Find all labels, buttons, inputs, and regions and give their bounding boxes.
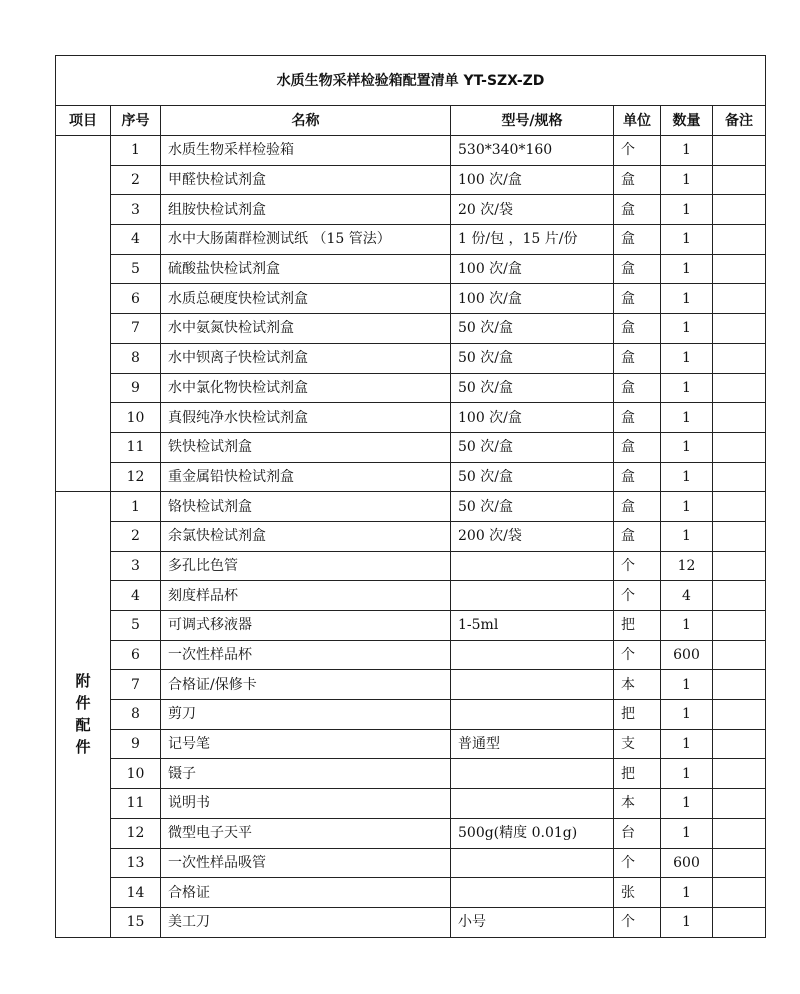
row-unit: 盒 (614, 254, 661, 284)
row-note (713, 432, 766, 462)
row-seq: 10 (111, 403, 161, 433)
row-unit: 支 (614, 729, 661, 759)
header-note: 备注 (713, 106, 766, 136)
row-qty: 1 (661, 225, 713, 255)
table-row (56, 403, 766, 433)
row-note (713, 373, 766, 403)
row-unit: 本 (614, 670, 661, 700)
row-note (713, 314, 766, 344)
row-seq: 3 (111, 195, 161, 225)
row-name: 镊子 (161, 759, 451, 789)
group-label-cell (56, 492, 111, 937)
table-title: 水质生物采样检验箱配置清单 YT-SZX-ZD (56, 56, 766, 106)
header-model: 型号/规格 (451, 106, 614, 136)
row-name: 可调式移液器 (161, 611, 451, 641)
row-note (713, 343, 766, 373)
row-model: 50 次/盒 (451, 314, 614, 344)
row-seq: 15 (111, 907, 161, 937)
row-name: 重金属铅快检试剂盒 (161, 462, 451, 492)
row-model: 100 次/盒 (451, 165, 614, 195)
row-model: 200 次/袋 (451, 521, 614, 551)
row-note (713, 284, 766, 314)
row-model: 50 次/盒 (451, 462, 614, 492)
row-model (451, 700, 614, 730)
row-seq: 12 (111, 462, 161, 492)
row-name: 硫酸盐快检试剂盒 (161, 254, 451, 284)
row-name: 余氯快检试剂盒 (161, 521, 451, 551)
row-model: 普通型 (451, 729, 614, 759)
row-model (451, 551, 614, 581)
row-model (451, 759, 614, 789)
row-qty: 1 (661, 700, 713, 730)
row-unit: 个 (614, 551, 661, 581)
row-seq: 11 (111, 432, 161, 462)
row-note (713, 403, 766, 433)
row-model (451, 670, 614, 700)
table-row (56, 165, 766, 195)
row-unit: 把 (614, 759, 661, 789)
row-qty: 1 (661, 254, 713, 284)
row-unit: 个 (614, 640, 661, 670)
row-name: 水质总硬度快检试剂盒 (161, 284, 451, 314)
table-row (56, 848, 766, 878)
row-unit: 张 (614, 878, 661, 908)
row-qty: 1 (661, 729, 713, 759)
row-note (713, 462, 766, 492)
row-name: 多孔比色管 (161, 551, 451, 581)
row-qty: 1 (661, 521, 713, 551)
row-name: 合格证/保修卡 (161, 670, 451, 700)
table-row (56, 462, 766, 492)
row-qty: 1 (661, 611, 713, 641)
row-note (713, 551, 766, 581)
row-model (451, 581, 614, 611)
row-unit: 盒 (614, 314, 661, 344)
row-unit: 本 (614, 789, 661, 819)
row-model: 50 次/盒 (451, 343, 614, 373)
table-row (56, 195, 766, 225)
row-seq: 5 (111, 611, 161, 641)
row-unit: 把 (614, 700, 661, 730)
row-unit: 盒 (614, 284, 661, 314)
row-name: 水中氯化物快检试剂盒 (161, 373, 451, 403)
row-name: 铬快检试剂盒 (161, 492, 451, 522)
row-unit: 盒 (614, 492, 661, 522)
row-note (713, 521, 766, 551)
row-note (713, 729, 766, 759)
row-seq: 13 (111, 848, 161, 878)
row-unit: 盒 (614, 521, 661, 551)
row-note (713, 640, 766, 670)
row-name: 水中钡离子快检试剂盒 (161, 343, 451, 373)
row-model: 20 次/袋 (451, 195, 614, 225)
row-unit: 盒 (614, 165, 661, 195)
row-model: 530*340*160 (451, 136, 614, 166)
row-seq: 3 (111, 551, 161, 581)
row-name: 记号笔 (161, 729, 451, 759)
row-qty: 12 (661, 551, 713, 581)
row-qty: 1 (661, 284, 713, 314)
table-row (56, 789, 766, 819)
row-unit: 个 (614, 581, 661, 611)
row-qty: 600 (661, 848, 713, 878)
row-qty: 600 (661, 640, 713, 670)
row-seq: 7 (111, 314, 161, 344)
table-row (56, 670, 766, 700)
row-seq: 1 (111, 492, 161, 522)
group-label-cell (56, 136, 111, 492)
table-row (56, 373, 766, 403)
table-row (56, 878, 766, 908)
row-unit: 把 (614, 611, 661, 641)
row-name: 美工刀 (161, 907, 451, 937)
row-model: 100 次/盒 (451, 284, 614, 314)
header-unit: 单位 (614, 106, 661, 136)
row-seq: 2 (111, 521, 161, 551)
row-qty: 1 (661, 670, 713, 700)
row-model: 100 次/盒 (451, 254, 614, 284)
row-seq: 11 (111, 789, 161, 819)
row-name: 合格证 (161, 878, 451, 908)
row-name: 一次性样品杯 (161, 640, 451, 670)
row-model: 100 次/盒 (451, 403, 614, 433)
row-model (451, 789, 614, 819)
row-name: 水中氨氮快检试剂盒 (161, 314, 451, 344)
row-unit: 台 (614, 818, 661, 848)
table-row (56, 907, 766, 937)
row-seq: 2 (111, 165, 161, 195)
row-qty: 1 (661, 136, 713, 166)
row-model (451, 640, 614, 670)
table-row (56, 729, 766, 759)
table-row (56, 551, 766, 581)
header-row (56, 106, 766, 136)
row-name: 组胺快检试剂盒 (161, 195, 451, 225)
row-note (713, 581, 766, 611)
row-seq: 4 (111, 581, 161, 611)
row-seq: 7 (111, 670, 161, 700)
row-unit: 盒 (614, 225, 661, 255)
row-name: 甲醛快检试剂盒 (161, 165, 451, 195)
table-row (56, 759, 766, 789)
row-qty: 1 (661, 373, 713, 403)
row-seq: 8 (111, 343, 161, 373)
header-seq: 序号 (111, 106, 161, 136)
row-unit: 盒 (614, 343, 661, 373)
row-seq: 14 (111, 878, 161, 908)
table-row (56, 284, 766, 314)
row-model: 1 份/包 ，15 片/份 (451, 225, 614, 255)
row-unit: 个 (614, 907, 661, 937)
row-unit: 盒 (614, 403, 661, 433)
group-label: 附件配件 (75, 672, 91, 757)
row-qty: 1 (661, 878, 713, 908)
row-unit: 盒 (614, 195, 661, 225)
row-unit: 个 (614, 136, 661, 166)
row-seq: 9 (111, 729, 161, 759)
row-name: 微型电子天平 (161, 818, 451, 848)
row-name: 剪刀 (161, 700, 451, 730)
table-row (56, 343, 766, 373)
row-note (713, 907, 766, 937)
row-seq: 6 (111, 284, 161, 314)
row-note (713, 759, 766, 789)
row-model: 50 次/盒 (451, 432, 614, 462)
configuration-list-sheet (55, 55, 765, 938)
row-note (713, 492, 766, 522)
row-seq: 10 (111, 759, 161, 789)
row-model: 50 次/盒 (451, 492, 614, 522)
table-row (56, 225, 766, 255)
row-name: 刻度样品杯 (161, 581, 451, 611)
row-seq: 8 (111, 700, 161, 730)
row-name: 水中大肠菌群检测试纸 （15 管法） (161, 225, 451, 255)
row-qty: 1 (661, 759, 713, 789)
row-seq: 6 (111, 640, 161, 670)
row-note (713, 611, 766, 641)
row-qty: 1 (661, 462, 713, 492)
table-row (56, 254, 766, 284)
row-note (713, 225, 766, 255)
row-note (713, 136, 766, 166)
row-name: 水质生物采样检验箱 (161, 136, 451, 166)
row-qty: 1 (661, 907, 713, 937)
table-row (56, 314, 766, 344)
row-note (713, 878, 766, 908)
row-qty: 1 (661, 314, 713, 344)
row-unit: 盒 (614, 373, 661, 403)
row-note (713, 789, 766, 819)
row-name: 说明书 (161, 789, 451, 819)
row-model: 小号 (451, 907, 614, 937)
row-model: 500g(精度 0.01g) (451, 818, 614, 848)
row-model (451, 878, 614, 908)
row-qty: 1 (661, 432, 713, 462)
row-qty: 1 (661, 343, 713, 373)
row-seq: 9 (111, 373, 161, 403)
row-name: 铁快检试剂盒 (161, 432, 451, 462)
row-seq: 12 (111, 818, 161, 848)
row-qty: 1 (661, 818, 713, 848)
table-row (56, 818, 766, 848)
row-model: 1-5ml (451, 611, 614, 641)
table-row (56, 432, 766, 462)
row-note (713, 165, 766, 195)
table-row (56, 492, 766, 522)
row-note (713, 670, 766, 700)
header-item: 项目 (56, 106, 111, 136)
row-note (713, 818, 766, 848)
row-qty: 1 (661, 165, 713, 195)
row-unit: 个 (614, 848, 661, 878)
row-seq: 5 (111, 254, 161, 284)
table-row (56, 611, 766, 641)
header-qty: 数量 (661, 106, 713, 136)
table-row (56, 640, 766, 670)
row-model (451, 848, 614, 878)
row-name: 一次性样品吸管 (161, 848, 451, 878)
table-row (56, 700, 766, 730)
table-row (56, 136, 766, 166)
row-note (713, 700, 766, 730)
row-model: 50 次/盒 (451, 373, 614, 403)
configuration-table (55, 55, 766, 938)
row-seq: 4 (111, 225, 161, 255)
row-qty: 1 (661, 492, 713, 522)
row-qty: 1 (661, 403, 713, 433)
table-row (56, 521, 766, 551)
header-name: 名称 (161, 106, 451, 136)
row-note (713, 254, 766, 284)
row-note (713, 848, 766, 878)
row-qty: 1 (661, 195, 713, 225)
row-qty: 4 (661, 581, 713, 611)
table-row (56, 581, 766, 611)
row-unit: 盒 (614, 432, 661, 462)
row-unit: 盒 (614, 462, 661, 492)
row-qty: 1 (661, 789, 713, 819)
row-name: 真假纯净水快检试剂盒 (161, 403, 451, 433)
row-note (713, 195, 766, 225)
row-seq: 1 (111, 136, 161, 166)
